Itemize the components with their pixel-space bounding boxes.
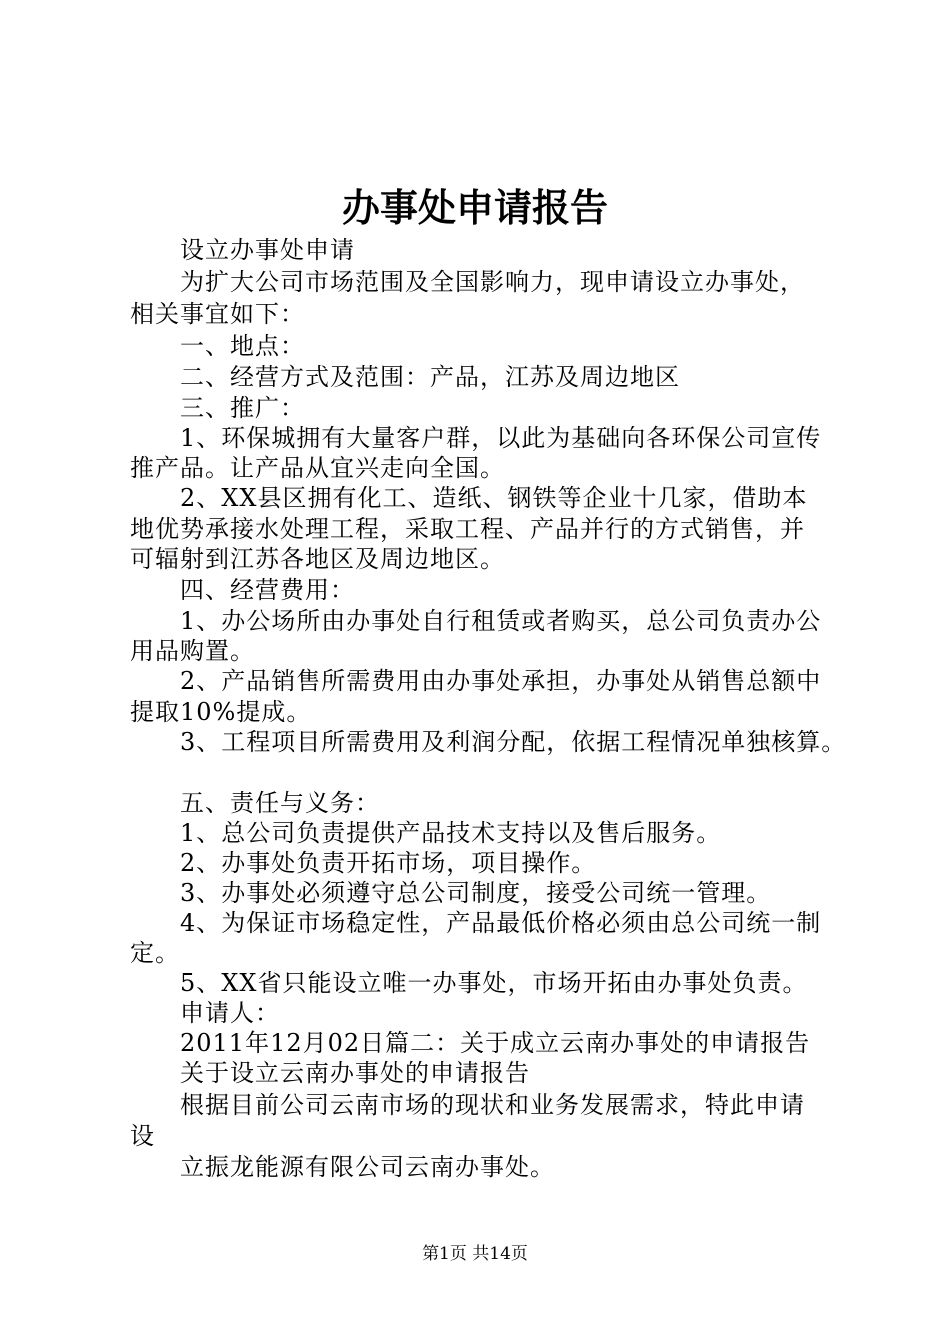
text-line: 1、总公司负责提供产品技术支持以及售后服务。: [180, 819, 722, 847]
text-line: 2、办事处负责开拓市场，项目操作。: [180, 849, 597, 877]
text-line: 提取10%提成。: [130, 698, 312, 726]
text-line: 定。: [130, 939, 180, 967]
document-title: 办事处申请报告: [341, 185, 608, 230]
text-line: 为扩大公司市场范围及全国影响力，现申请设立办事处，: [180, 268, 805, 296]
text-line: 1、办公场所由办事处自行租赁或者购买，总公司负责办公: [180, 607, 822, 635]
text-line: 五、责任与义务：: [180, 789, 380, 817]
text-line: 2011年12月02日篇二：关于成立云南办事处的申请报告: [180, 1029, 811, 1057]
text-line: 5、XX省只能设立唯一办事处，市场开拓由办事处负责。: [180, 969, 808, 997]
text-line: 立振龙能源有限公司云南办事处。: [180, 1153, 555, 1181]
text-line: 3、工程项目所需费用及利润分配，依据工程情况单独核算。: [180, 728, 847, 756]
text-line: 三、推广：: [180, 394, 305, 422]
text-line: 相关事宜如下：: [130, 300, 305, 328]
text-line: 四、经营费用：: [180, 576, 355, 604]
text-line: 2、XX县区拥有化工、造纸、钢铁等企业十几家，借助本: [180, 484, 808, 512]
text-line: 关于设立云南办事处的申请报告: [180, 1059, 530, 1087]
text-line: 用品购置。: [130, 637, 255, 665]
text-line: 申请人：: [180, 999, 280, 1027]
text-line: 1、环保城拥有大量客户群，以此为基础向各环保公司宣传: [180, 424, 822, 452]
text-line: 3、办事处必须遵守总公司制度，接受公司统一管理。: [180, 879, 772, 907]
page-footer: 第1页 共14页: [422, 1244, 528, 1264]
text-line: 可辐射到江苏各地区及周边地区。: [130, 545, 505, 573]
text-line: 2、产品销售所需费用由办事处承担，办事处从销售总额中: [180, 667, 822, 695]
text-line: 设立办事处申请: [180, 236, 355, 264]
text-line: 根据目前公司云南市场的现状和业务发展需求，特此申请: [180, 1091, 805, 1119]
text-line: 一、地点：: [180, 332, 305, 360]
text-line: 设: [130, 1122, 155, 1150]
text-line: 地优势承接水处理工程，采取工程、产品并行的方式销售，并: [130, 515, 805, 543]
text-line: 4、为保证市场稳定性，产品最低价格必须由总公司统一制: [180, 909, 822, 937]
text-line: 推产品。让产品从宜兴走向全国。: [130, 454, 505, 482]
text-line: 二、经营方式及范围：产品，江苏及周边地区: [180, 363, 680, 391]
